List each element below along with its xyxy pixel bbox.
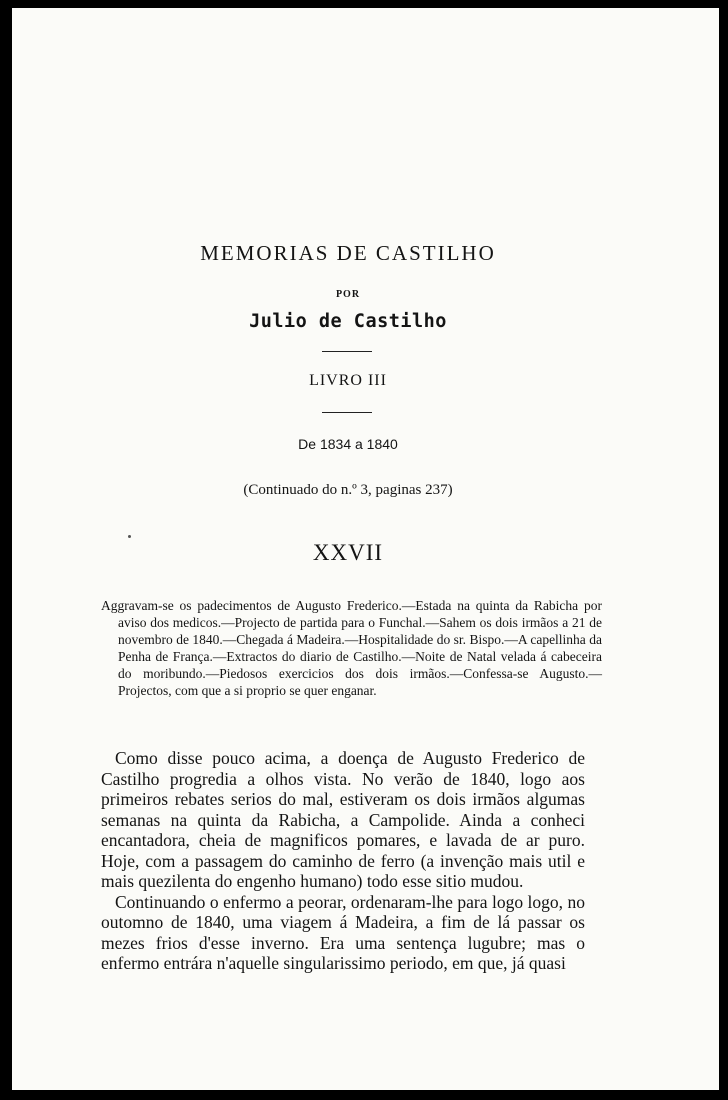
continuation-note: (Continuado do n.º 3, paginas 237)	[243, 482, 453, 498]
divider-rule	[322, 412, 372, 413]
book-number: LIVRO III	[309, 372, 387, 389]
page-sheet	[12, 8, 719, 1090]
paragraph: Continuando o enfermo a peorar, ordenaram-lhe para logo logo, no outomno de 1840, uma viagem á Madeira, a fim de lá passar os mezes frios d'esse inverno. Era uma sentença lugubre; mas o enfermo entrára n'aquelle singularissimo periodo, em que, já quasi	[101, 891, 585, 973]
divider-rule	[322, 351, 372, 352]
date-range: De 1834 a 1840	[298, 436, 398, 452]
page-content	[12, 8, 719, 1090]
author-name: Julio de Castilho	[249, 311, 447, 332]
chapter-number: XXVII	[312, 540, 384, 565]
ink-speck	[128, 535, 131, 538]
byline-label: POR	[335, 289, 361, 300]
chapter-summary: Aggravam-se os padecimentos de Augusto Frederico.—Estada na quinta da Rabicha por aviso dos medicos.—Projecto de partida para o Funchal.—Sahem os dois irmãos a 21 de novembro de 1840.—Chegada á Madeira.—Hospitalidade do sr. Bispo.—A capellinha da Penha de França.—Extractos do diario de Castilho.—Noite de Natal velada á cabeceira do moribundo.—Piedosos exercicios dos dois irmãos.—Confessa-se Augusto.—Projectos, com que a si proprio se quer enganar.	[101, 598, 602, 698]
body-text	[101, 748, 585, 974]
work-title: MEMORIAS DE CASTILHO	[200, 241, 496, 265]
paragraph: Como disse pouco acima, a doença de Augusto Frederico de Castilho progredia a olhos vista. No verão de 1840, logo aos primeiros rebates serios do mal, estiveram os dois irmãos algumas semanas na quinta da Rabicha, a Campolide. Ainda a conheci encantadora, cheia de magnificos pomares, e lavada de ar puro. Hoje, com a passagem do caminho de ferro (a invenção mais util e mais quezilenta do engenho humano) todo esse sitio mudou.	[101, 748, 585, 891]
